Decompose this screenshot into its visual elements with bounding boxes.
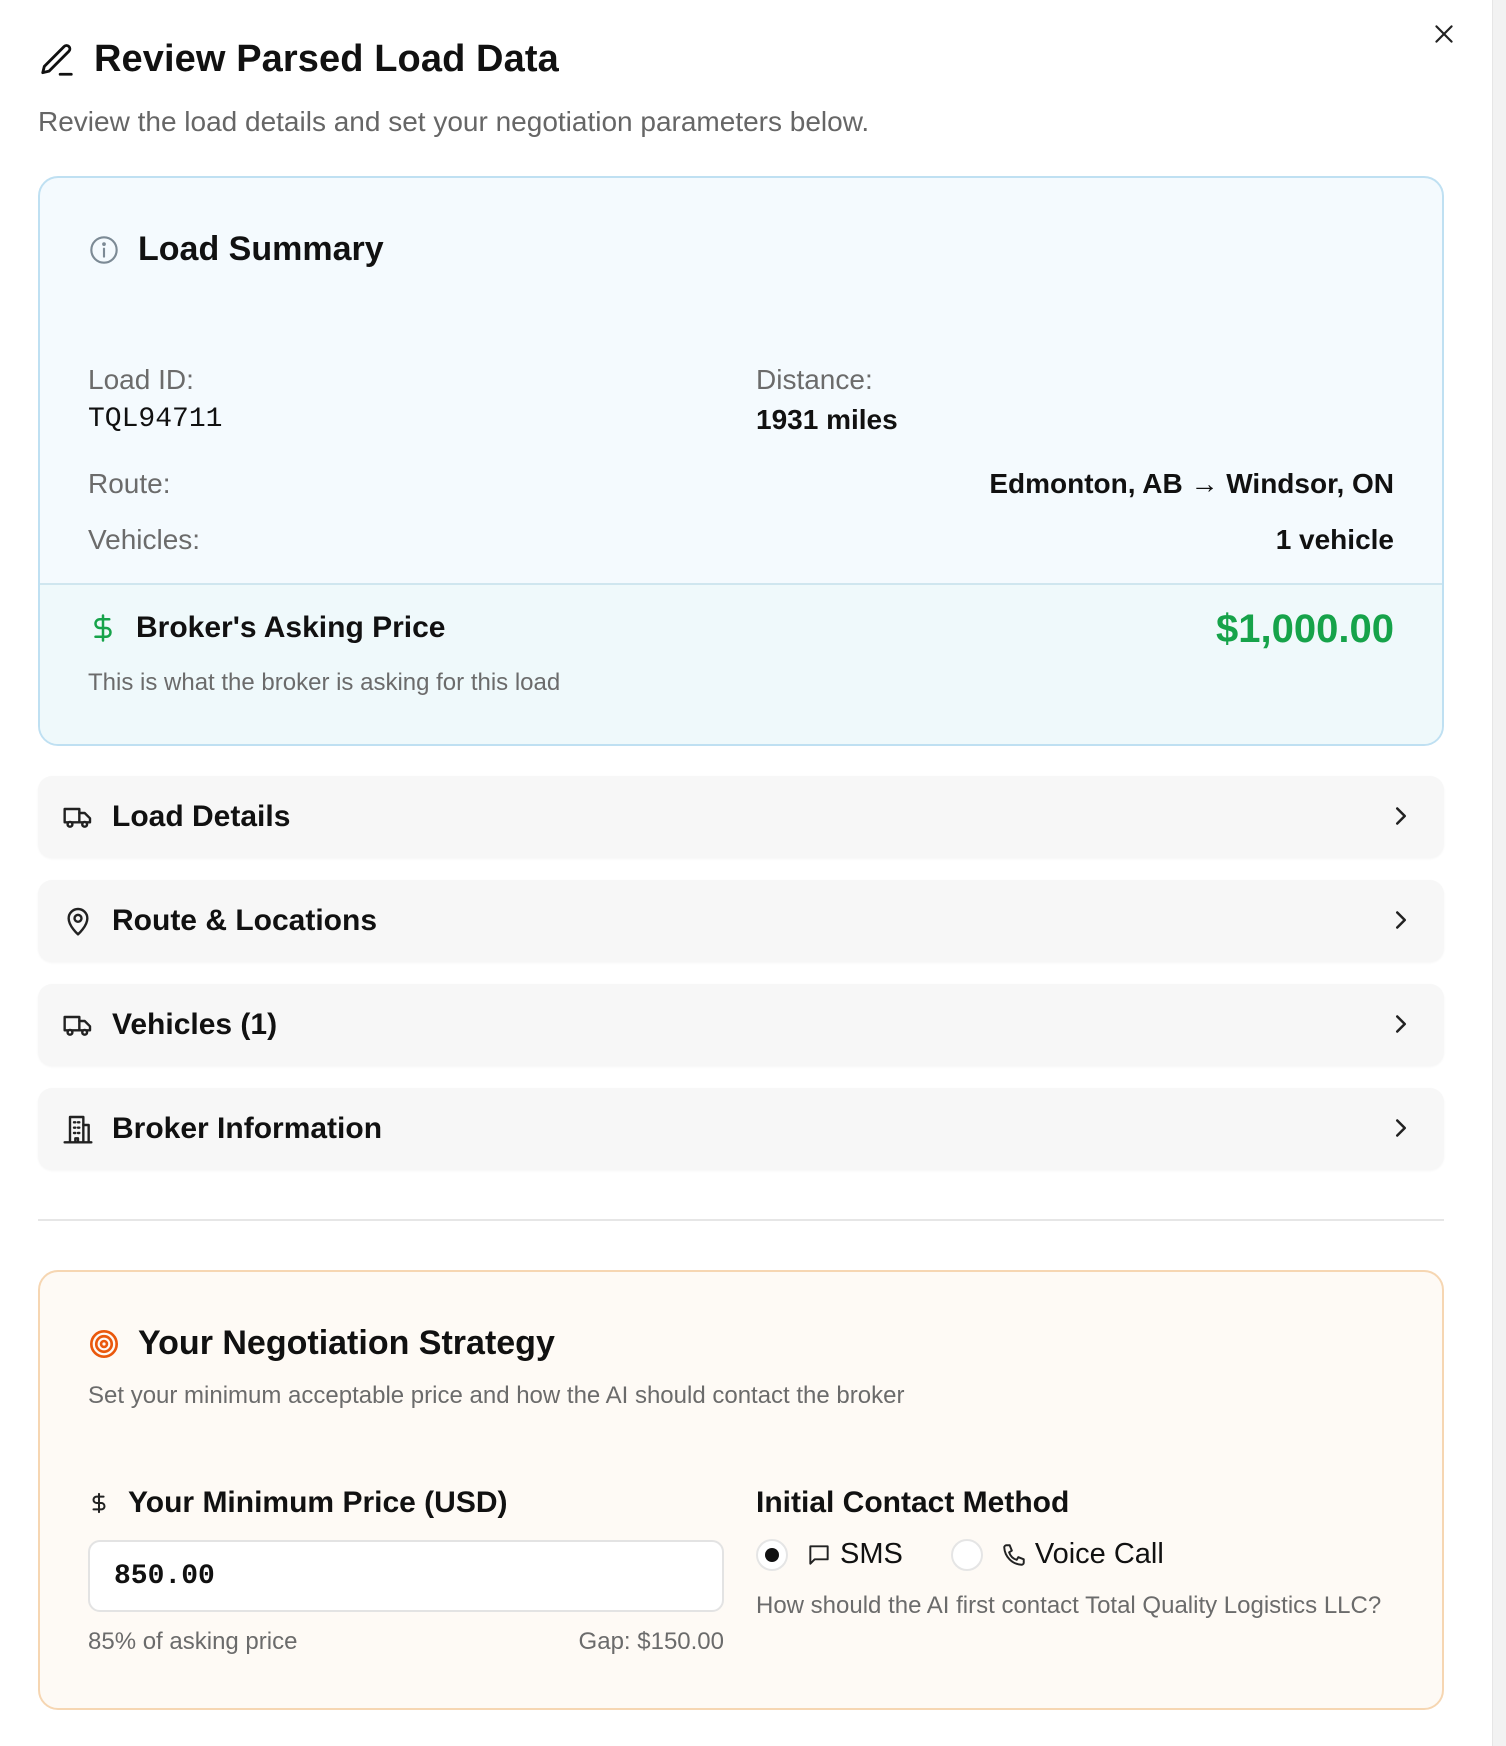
contact-method-label: Initial Contact Method (756, 1486, 1070, 1519)
contact-option-sms[interactable] (756, 1538, 903, 1571)
section-vehicles[interactable] (38, 984, 1444, 1066)
section-label: Load Details (112, 800, 291, 833)
section-route-locations[interactable] (38, 880, 1444, 962)
distance-label: Distance: (756, 364, 873, 395)
load-id-label: Load ID: (88, 364, 194, 395)
asking-price-section (40, 583, 1442, 746)
message-icon (806, 1542, 832, 1568)
voice-call-label: Voice Call (1034, 1538, 1164, 1570)
contact-method-radio-group (756, 1538, 1164, 1571)
close-button[interactable] (1426, 16, 1462, 52)
dollar-icon (88, 611, 118, 645)
route-label: Route: (88, 468, 171, 499)
asking-price-title: Broker's Asking Price (136, 611, 446, 644)
strategy-subtitle: Set your minimum acceptable price and how the AI should contact the broker (88, 1382, 905, 1409)
pencil-icon (38, 41, 76, 79)
asking-percentage-note: 85% of asking price (88, 1628, 298, 1655)
distance-value: 1931 miles (756, 404, 898, 435)
load-summary-heading (88, 230, 384, 269)
section-label: Route & Locations (112, 904, 378, 937)
route-value: Edmonton, AB → Windsor, ON (989, 468, 1394, 499)
map-pin-icon (62, 905, 94, 937)
vehicles-label: Vehicles: (88, 524, 201, 555)
strategy-heading (88, 1324, 555, 1363)
min-price-input[interactable] (88, 1540, 724, 1612)
min-price-label: Your Minimum Price (USD) (128, 1486, 508, 1519)
dollar-icon (88, 1489, 110, 1517)
section-label: Vehicles (1) (112, 1008, 278, 1041)
contact-option-voice-call[interactable] (951, 1538, 1164, 1571)
section-divider (38, 1219, 1444, 1221)
building-icon (62, 1113, 94, 1145)
scrollbar-track[interactable] (1492, 0, 1506, 1746)
modal-title: Review Parsed Load Data (94, 38, 559, 80)
modal-header (38, 38, 559, 81)
voice-call-radio[interactable] (951, 1539, 983, 1571)
vehicles-value: 1 vehicle (1275, 524, 1394, 555)
truck-icon (62, 1009, 94, 1041)
truck-icon (62, 801, 94, 833)
negotiation-strategy-card (38, 1270, 1444, 1710)
chevron-right-icon (1386, 1009, 1416, 1039)
strategy-title: Your Negotiation Strategy (138, 1324, 555, 1362)
asking-price-note: This is what the broker is asking for this load (88, 669, 561, 696)
phone-icon (1001, 1542, 1027, 1568)
sms-label: SMS (840, 1538, 903, 1570)
sms-radio[interactable] (756, 1539, 788, 1571)
section-label: Broker Information (112, 1112, 383, 1145)
section-broker-information[interactable] (38, 1088, 1444, 1170)
chevron-right-icon (1386, 905, 1416, 935)
close-icon (1431, 21, 1457, 47)
min-price-heading (88, 1486, 507, 1520)
load-summary-title: Load Summary (138, 230, 384, 268)
load-summary-card (38, 176, 1444, 746)
section-load-details[interactable] (38, 776, 1444, 858)
asking-price-heading (88, 611, 446, 645)
contact-method-note: How should the AI first contact Total Quality Logistics LLC? (756, 1592, 1382, 1619)
radio-selected-dot (765, 1548, 779, 1562)
modal-subtitle: Review the load details and set your negotiation parameters below. (38, 106, 870, 137)
price-gap-note: Gap: $150.00 (578, 1628, 724, 1655)
asking-price-value: $1,000.00 (1216, 607, 1394, 651)
chevron-right-icon (1386, 801, 1416, 831)
target-icon (88, 1328, 120, 1360)
info-icon (88, 234, 120, 266)
load-id-value: TQL94711 (88, 404, 223, 435)
chevron-right-icon (1386, 1113, 1416, 1143)
